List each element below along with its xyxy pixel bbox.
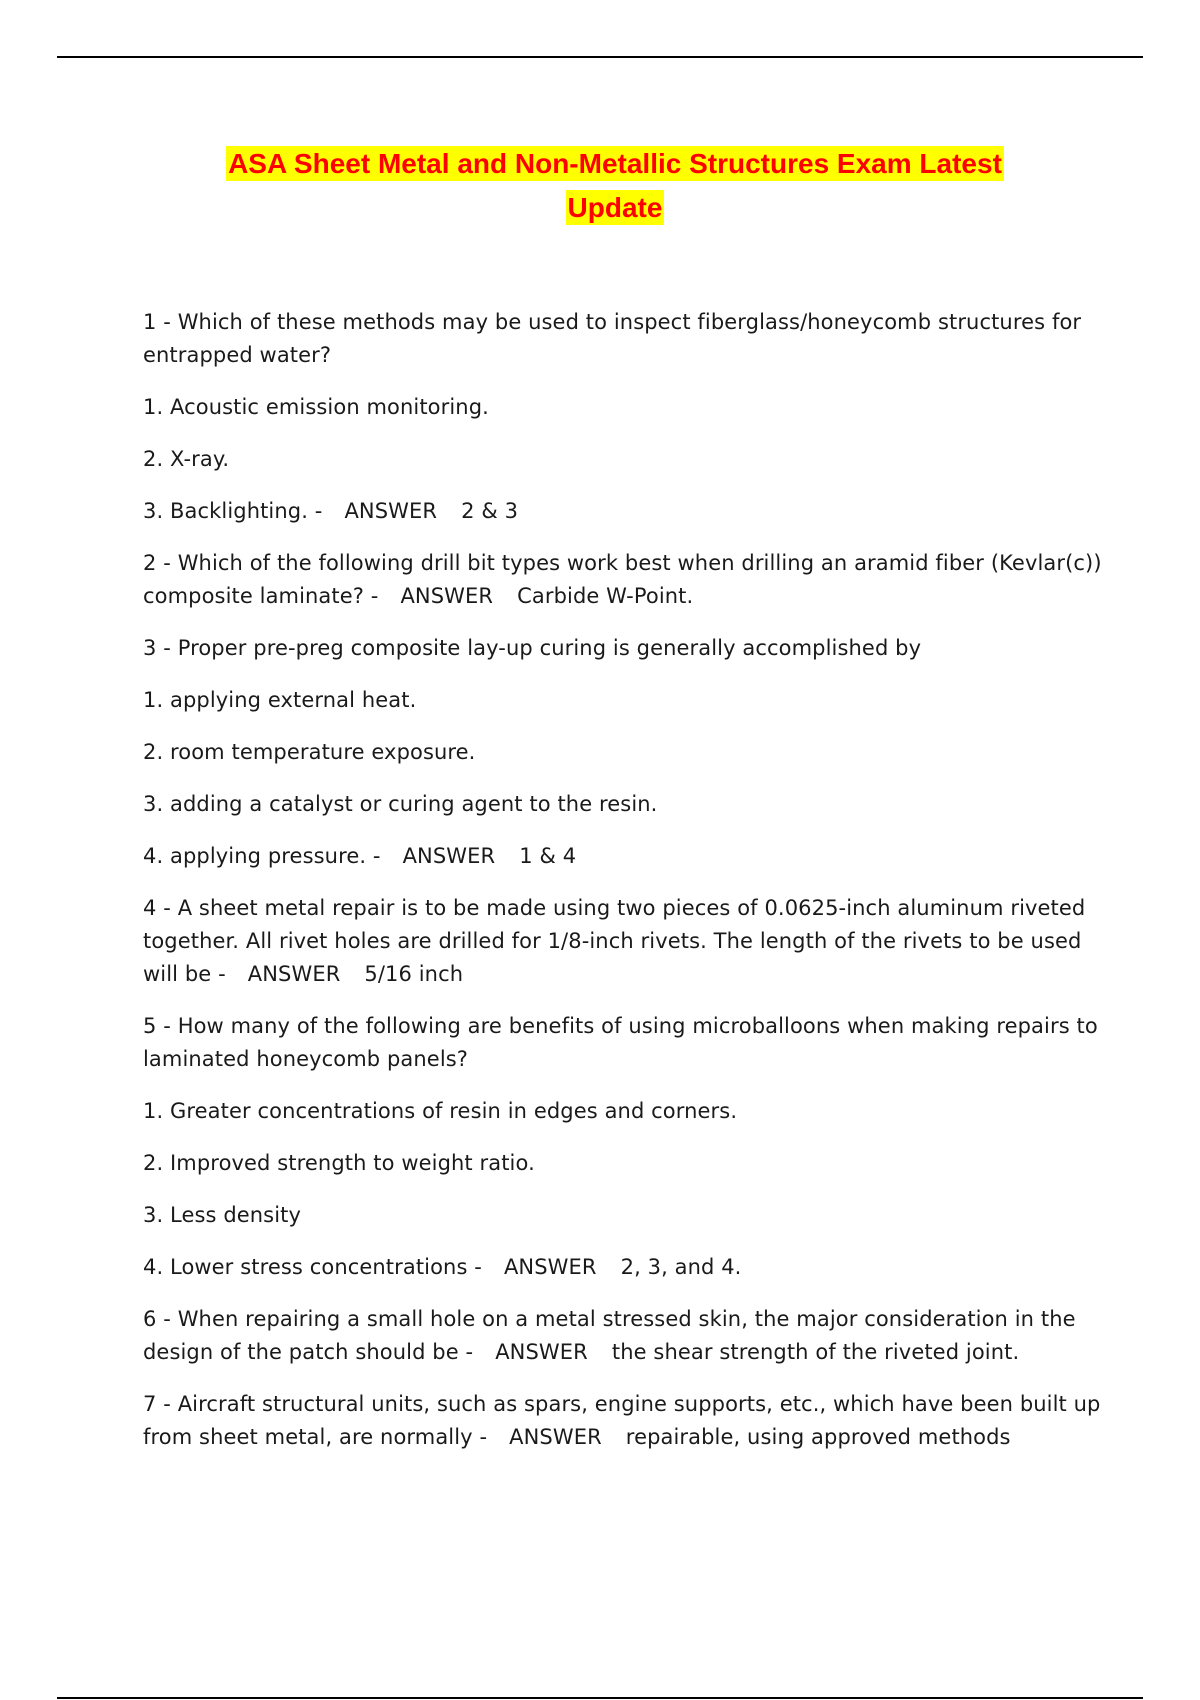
question-5-option-3: 3. Less density [143,1203,302,1227]
answer-3: 1 & 4 [519,844,577,868]
question-5: 5 - How many of the following are benefits of using microballoons when making repairs to laminated honeycomb panels? [143,1014,1098,1071]
answer-label: ANSWER [509,1425,602,1449]
question-7: 7 - Aircraft structural units, such as spars, engine supports, etc., which have been built up from sheet metal, are normally - ANSWER repairable, using approved methods [143,1392,1101,1449]
document-body [143,306,1108,1473]
answer-label: ANSWER [495,1340,588,1364]
question-1-option-3: 3. Backlighting. - ANSWER 2 & 3 [143,499,519,523]
question-1: 1 - Which of these methods may be used to inspect fiberglass/honeycomb structures for entrapped water? [143,310,1082,367]
question-3-option-3: 3. adding a catalyst or curing agent to the resin. [143,792,658,816]
question-3: 3 - Proper pre-preg composite lay-up curing is generally accomplished by [143,636,922,660]
question-6: 6 - When repairing a small hole on a metal stressed skin, the major consideration in the design of the patch should be - ANSWER the shear strength of the riveted joint. [143,1307,1076,1364]
document-title [150,142,1080,230]
question-3-option-4: 4. applying pressure. - ANSWER 1 & 4 [143,844,577,868]
bottom-rule [57,1697,1143,1699]
question-5-option-2: 2. Improved strength to weight ratio. [143,1151,535,1175]
question-1-option-2: 2. X-ray. [143,447,230,471]
question-5-option-4: 4. Lower stress concentrations - ANSWER 2, 3, and 4. [143,1255,742,1279]
question-3-option-1: 1. applying external heat. [143,688,417,712]
question-2: 2 - Which of the following drill bit types work best when drilling an aramid fiber (Kevlar(c)) composite laminate? - ANSWER Carbide W-Point. [143,551,1102,608]
question-1-option-1: 1. Acoustic emission monitoring. [143,395,489,419]
answer-label: ANSWER [400,584,494,608]
answer-1: 2 & 3 [461,499,519,523]
question-3-option-2: 2. room temperature exposure. [143,740,476,764]
title-line-1: ASA Sheet Metal and Non-Metallic Structures Exam Latest [228,148,1002,179]
answer-7: repairable, using approved methods [625,1425,1011,1449]
title-line-2: Update [567,192,663,223]
answer-label: ANSWER [503,1255,597,1279]
answer-5: 2, 3, and 4. [620,1255,742,1279]
answer-label: ANSWER [402,844,496,868]
question-5-option-1: 1. Greater concentrations of resin in edges and corners. [143,1099,738,1123]
answer-2: Carbide W-Point. [517,584,694,608]
top-rule [57,56,1143,58]
answer-6: the shear strength of the riveted joint. [611,1340,1020,1364]
answer-label: ANSWER [247,962,341,986]
answer-label: ANSWER [344,499,438,523]
answer-4: 5/16 inch [364,962,464,986]
question-4: 4 - A sheet metal repair is to be made using two pieces of 0.0625-inch aluminum riveted together. All rivet holes are drilled for 1/8-inch rivets. The length of the rivets to be used will be - ANSWER 5/16 inch [143,896,1086,986]
